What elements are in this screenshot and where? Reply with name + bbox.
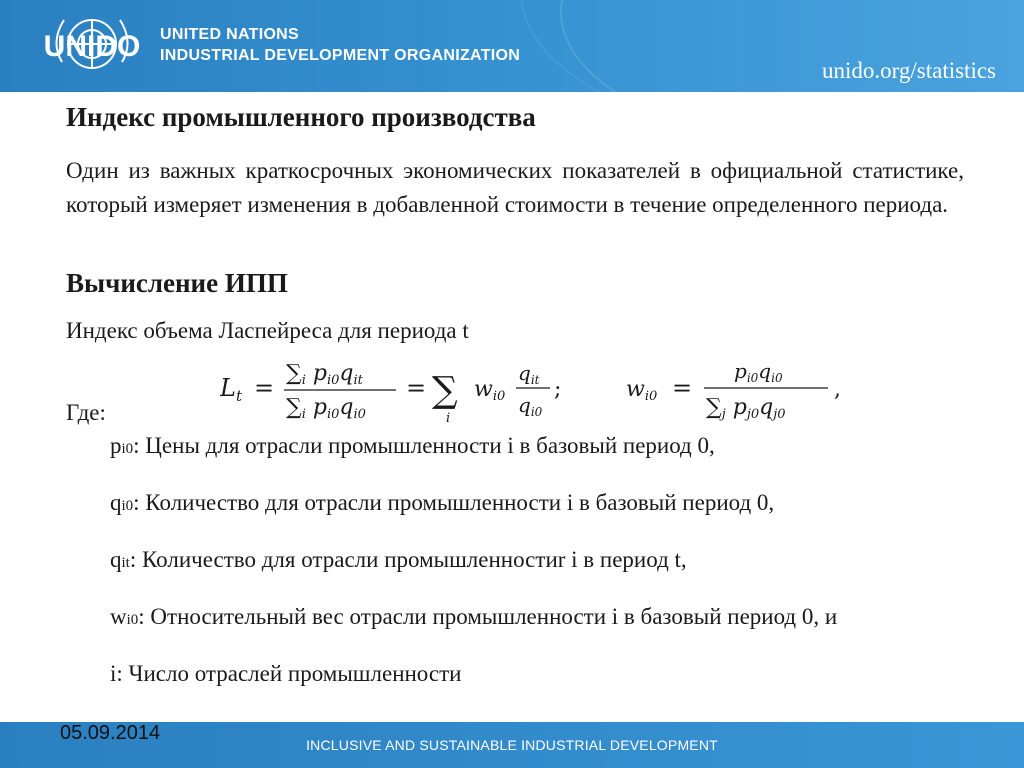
definition-subscript: i0 [121, 441, 134, 457]
footer-tagline: INCLUSIVE AND SUSTAINABLE INDUSTRIAL DEVELOPMENT [306, 737, 718, 753]
svg-text:=: = [672, 374, 693, 402]
definition-symbol: w [110, 604, 127, 629]
svg-text:∑i pi0qi0: ∑i pi0qi0 [286, 395, 366, 422]
header-banner [0, 0, 1024, 92]
svg-text:∑i pi0qit: ∑i pi0qit [286, 361, 363, 388]
definition-text: : Количество для отрасли промышленности i в базовый период 0, [133, 490, 775, 515]
slide-date: 05.09.2014 [60, 722, 161, 744]
svg-text:,: , [834, 377, 841, 402]
svg-text:qi0: $q_{i0}$ [518, 393, 543, 419]
svg-text:qit: $q_{it}$ [518, 361, 540, 387]
definition-item [110, 544, 970, 579]
svg-text:=: = [254, 374, 275, 402]
definition-subscript: it [121, 555, 130, 571]
org-line-1: UNITED NATIONS [160, 26, 300, 43]
definition-subscript: i0 [121, 498, 134, 514]
svg-text:pi0qi0: $p_{i0}q_{i0}$ [734, 359, 783, 385]
svg-text:UNIDO: UNIDO [43, 30, 141, 63]
definition-symbol: p [110, 433, 122, 458]
definition-text: : Относительный вес отрасли промышленности i в базовый период 0, и [138, 604, 838, 629]
definition-symbol: q [110, 547, 122, 572]
svg-text:=: = [406, 374, 427, 402]
definition-item [110, 658, 970, 693]
definition-symbol: q [110, 490, 122, 515]
definition-symbol: i [110, 661, 117, 686]
definition-text: : Цены для отрасли промышленности i в базовый период 0, [133, 433, 715, 458]
definition-item [110, 601, 970, 636]
svg-text:∑j pj0qj0: ∑j pj0qj0 [706, 395, 786, 422]
svg-text:;: ; [554, 377, 562, 402]
definition-subscript: i0 [126, 612, 139, 628]
definition-text: : Число отраслей промышленности [116, 661, 462, 686]
definitions-list [110, 430, 970, 715]
slide-title: Индекс промышленного производства [66, 102, 536, 132]
svg-text:i: i [446, 411, 451, 424]
un-emblem-icon [40, 6, 144, 86]
definition-item [110, 430, 970, 465]
svg-text:Lt: $L_t$ [220, 374, 242, 405]
section-title: Вычисление ИПП [66, 268, 288, 298]
where-label: Где: [66, 400, 106, 425]
definition-item [110, 487, 970, 522]
site-url-link[interactable]: unido.org/statistics [822, 58, 996, 83]
organization-name [160, 24, 520, 66]
svg-text:wi0: wi0 [474, 377, 506, 404]
svg-text:∑: ∑ [432, 370, 458, 411]
definition-text: : Количество для отрасли промышленностиr i в период t, [129, 547, 687, 572]
intro-paragraph: Один из важных краткосрочных экономических показателей в официальной статистике, который измеряет изменения в добавленной стоимости в течение определенного периода. [66, 158, 964, 217]
org-line-2: INDUSTRIAL DEVELOPMENT ORGANIZATION [160, 47, 521, 64]
svg-text:wi0: wi0 [626, 377, 658, 404]
laspeyres-line: Индекс объема Ласпейреса для периода t [66, 318, 469, 343]
laspeyres-formula [220, 354, 860, 424]
